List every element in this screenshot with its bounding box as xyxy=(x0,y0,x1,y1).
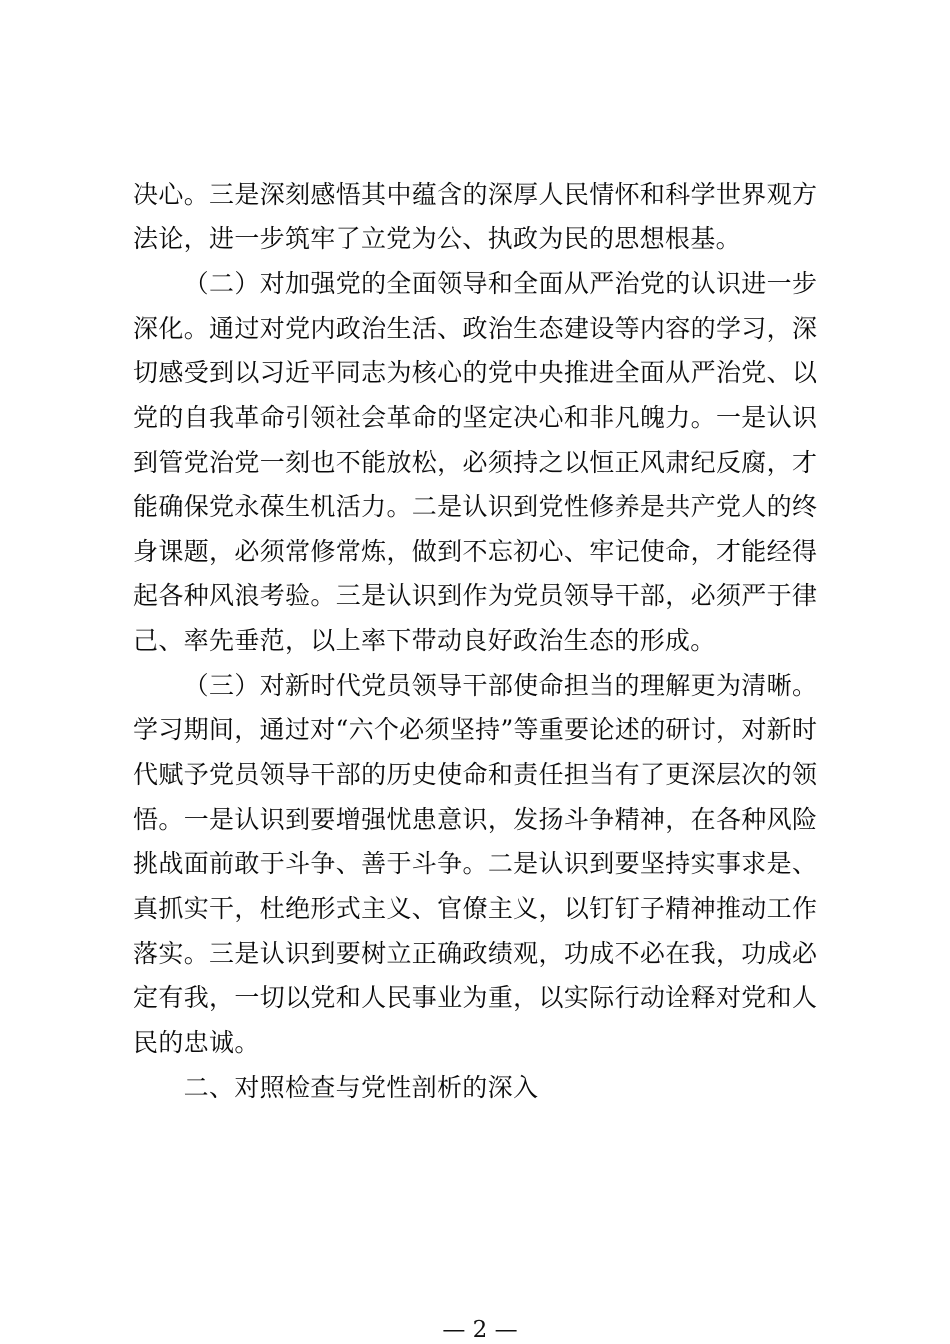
subsection-heading-line: （三）对新时代党员领导干部使命担当的理解更为清晰。 xyxy=(183,670,817,700)
document-body xyxy=(133,173,817,1110)
text-line: 身课题，必须常修常炼，做到不忘初心、牢记使命，才能经得 xyxy=(133,536,817,566)
text-line: 切感受到以习近平同志为核心的党中央推进全面从严治党、以 xyxy=(133,358,817,388)
text-line: 决心。三是深刻感悟其中蕴含的深厚人民情怀和科学世界观方 xyxy=(133,179,817,209)
text-line: 到管党治党一刻也不能放松，必须持之以恒正风肃纪反腐，才 xyxy=(133,447,817,477)
text-line: 能确保党永葆生机活力。二是认识到党性修养是共产党人的终 xyxy=(133,492,817,522)
text-line: 悟。一是认识到要增强忧患意识，发扬斗争精神，在各种风险 xyxy=(133,804,817,834)
paragraph-section-3 xyxy=(133,664,817,1066)
text-line: 己、率先垂范，以上率下带动良好政治生态的形成。 xyxy=(133,626,716,656)
paragraph-section-2 xyxy=(133,262,817,664)
text-line: 民的忠诚。 xyxy=(133,1027,260,1057)
text-line: 深化。通过对党内政治生活、政治生态建设等内容的学习，深 xyxy=(133,313,817,343)
section-heading: 二、对照检查与党性剖析的深入 xyxy=(183,1072,539,1102)
text-line: 定有我，一切以党和人民事业为重，以实际行动诠释对党和人 xyxy=(133,983,817,1013)
text-line: 真抓实干，杜绝形式主义、官僚主义，以钉钉子精神推动工作 xyxy=(133,893,817,923)
page-number: — 2 — xyxy=(442,1317,518,1343)
text-line: 学习期间，通过对“六个必须坚持”等重要论述的研讨，对新时 xyxy=(133,715,817,745)
text-line: 起各种风浪考验。三是认识到作为党员领导干部，必须严于律 xyxy=(133,581,817,611)
text-line: 法论，进一步筑牢了立党为公、执政为民的思想根基。 xyxy=(133,224,741,254)
text-line: 落实。三是认识到要树立正确政绩观，功成不必在我，功成必 xyxy=(133,938,817,968)
text-line: 挑战面前敢于斗争、善于斗争。二是认识到要坚持实事求是、 xyxy=(133,849,817,879)
text-line: 党的自我革命引领社会革命的坚定决心和非凡魄力。一是认识 xyxy=(133,402,817,432)
text-line: 代赋予党员领导干部的历史使命和责任担当有了更深层次的领 xyxy=(133,760,817,790)
subsection-heading-line: （二）对加强党的全面领导和全面从严治党的认识进一步 xyxy=(183,268,817,298)
paragraph-continued xyxy=(133,173,817,262)
